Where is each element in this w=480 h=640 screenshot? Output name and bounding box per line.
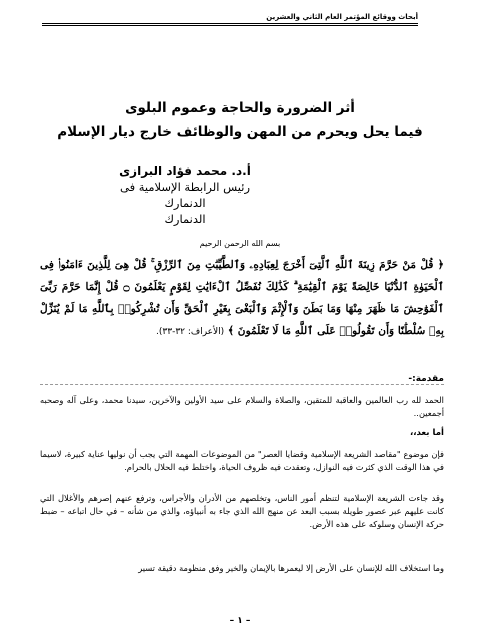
author-role: رئيس الرابطة الإسلامية فى الدنمارك (119, 180, 251, 210)
paragraph-praise: الحمد لله رب العالمين والعاقبة للمتقين، والصلاة والسلام على سيد الأولين والآخرين، سيدنا محمد، وعلى آله وصحبه أجمعين.. (40, 395, 444, 418)
paragraph-topic: فإن موضوع "مقاصد الشريعة الإسلامية وقضايا العصر" من الموضوعات المهمة التي يجب أن نوليها عناية كبيرة، لاسيما في هذا الوقت الذي كثرت فيه النوازل، وتعقدت فيه ظروف الحياة، واختلط فيه الحلال بالحرام. (40, 449, 444, 472)
running-header: أبحاث ووقائع المؤتمر العام الثاني والعشرين (266, 13, 418, 21)
intro-rule (40, 384, 444, 385)
intro-heading: مقدمة:- (408, 374, 444, 384)
paragraph-amma-bad: أما بعد،، (409, 428, 444, 438)
title-line-2: فيما يحل ويحرم من المهن والوظائف خارج ديار الإسلام (57, 124, 423, 140)
title-line-1: أثر الضرورة والحاجة وعموم البلوى (125, 100, 355, 116)
basmala: بسم الله الرحمن الرحيم (199, 239, 281, 248)
header-rule (42, 23, 418, 24)
header-rule-secondary (42, 25, 418, 26)
page-number: – ١ – (229, 616, 251, 626)
paragraph-khilafa: وما استخلاف الله للإنسان على الأرض إلا ليعمرها بالإيمان والخير وفق منظومة دقيقة تسير (138, 563, 444, 573)
quran-verse (40, 254, 444, 343)
paragraph-sharia: وقد جاءت الشريعة الإسلامية لتنظم أمور الناس، وتخلصهم من الأدران والأجراس، وترفع عنهم إصرهم والأغلال التي كانت عليهم عبر عصور طويلة بسبب البعد عن منهج الله الذي جاء به أنبياؤه، والذي من شأنه – في حال اتباعه – ضبط حركة الإنسان وسلوكه على هذه الأرض. (40, 493, 444, 529)
author-name: أ.د. محمد فؤاد البرازى (119, 164, 251, 178)
quran-text: ﴿ قُلْ مَنْ حَرَّمَ زِينَةَ ٱللَّهِ ٱلَّتِىٓ أَخْرَجَ لِعِبَادِهِۦ وَٱلطَّيِّبَٰتِ مِنَ ٱلرِّزْقِ ۚ قُلْ هِىَ لِلَّذِينَ ءَامَنُوا۟ فِى ٱلْحَيَوٰةِ ٱلدُّنْيَا خَالِصَةً يَوْمَ ٱلْقِيَٰمَةِ ۗ كَذَٰلِكَ نُفَصِّلُ ٱلْءَايَٰتِ لِقَوْمٍ يَعْلَمُونَ ۝ قُلْ إِنَّمَا حَرَّمَ رَبِّىَ ٱلْفَوَٰحِشَ مَا ظَهَرَ مِنْهَا وَمَا بَطَنَ وَٱلْإِثْمَ وَٱلْبَغْىَ بِغَيْرِ ٱلْحَقِّ وَأَن تُشْرِكُوا۟ بِٱللَّهِ مَا لَمْ يُنَزِّلْ بِهِۦ سُلْطَٰنًا وَأَن تَقُولُوا۟ عَلَى ٱللَّهِ مَا لَا تَعْلَمُونَ ﴾ (40, 259, 444, 337)
quran-reference: (الأعراف: ٣٢-٣٣). (156, 327, 225, 337)
author-country: الدنمارك (164, 212, 206, 226)
author-block (105, 163, 265, 227)
